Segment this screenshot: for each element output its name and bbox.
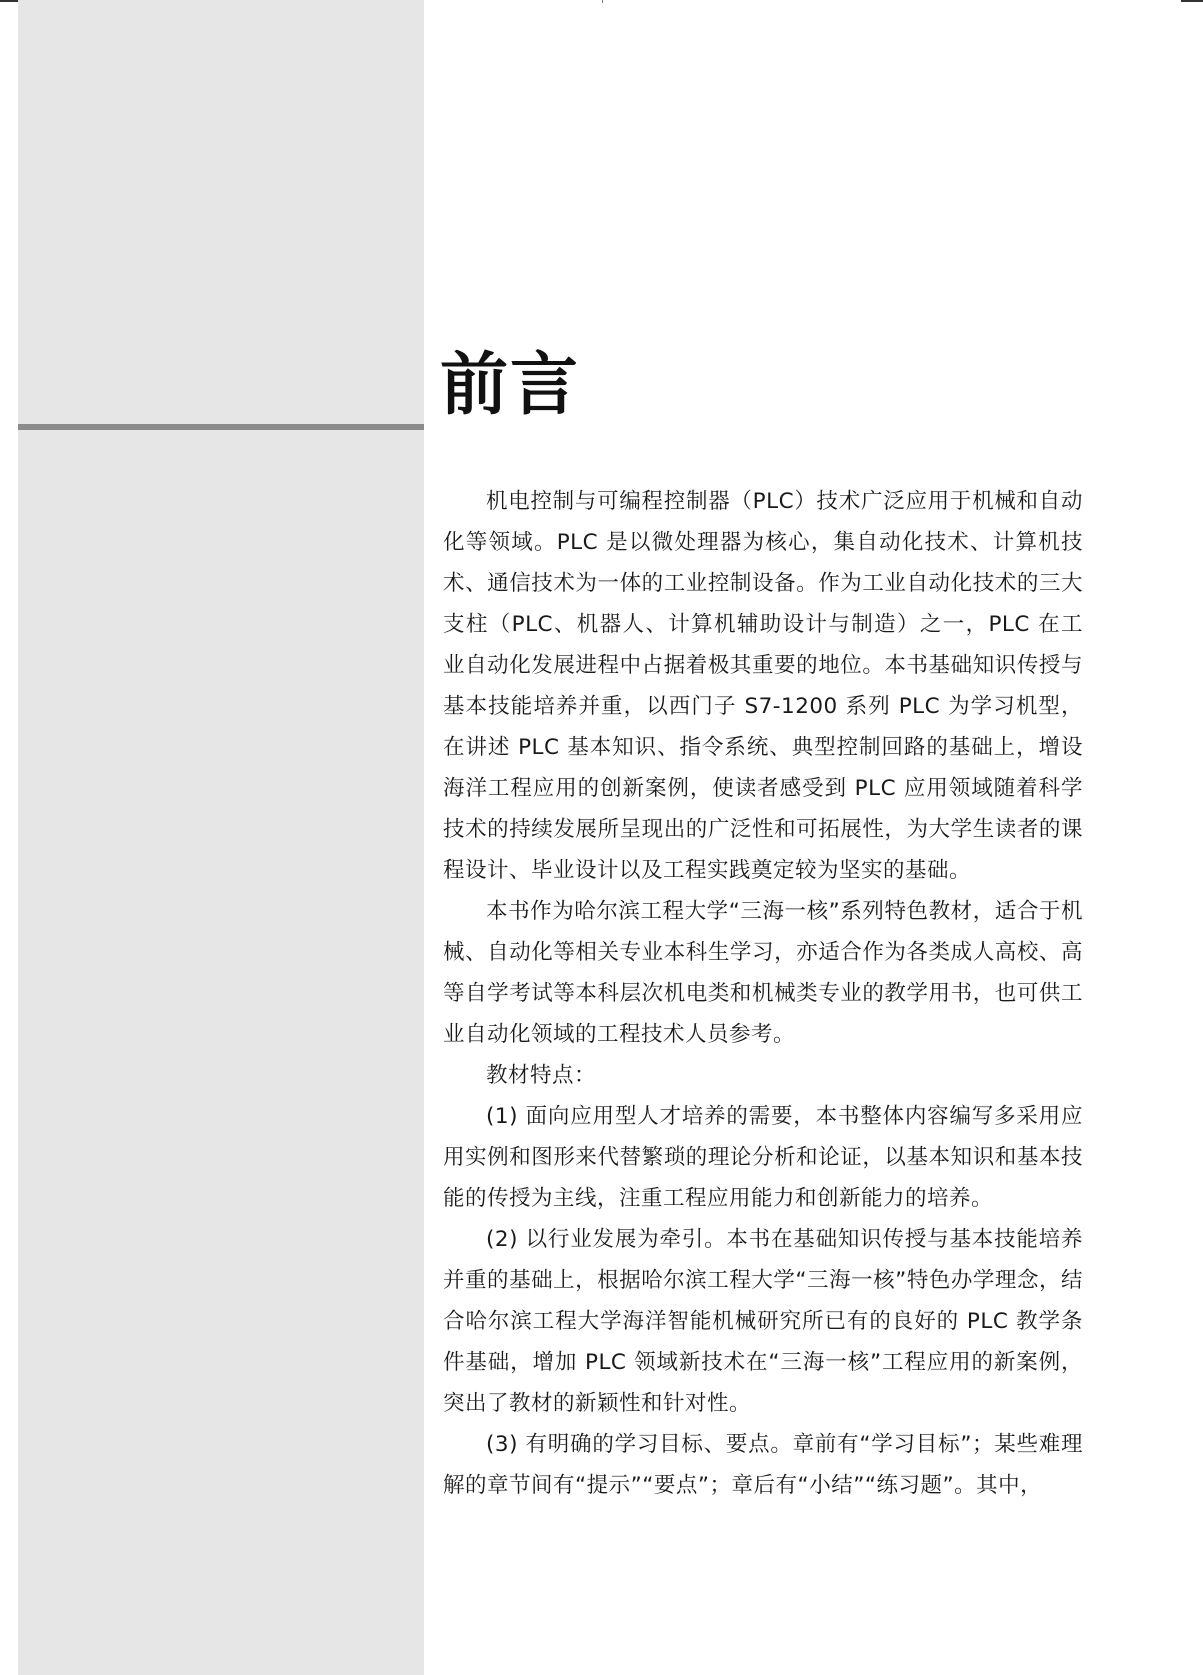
paragraph-feature-2: (2) 以行业发展为牵引。本书在基础知识传授与基本技能培养并重的基础上，根据哈尔滨工程大学“三海一核”特色办学理念，结合哈尔滨工程大学海洋智能机械研究所已有的良好的 PLC 教学条件基础，增加 PLC 领域新技术在“三海一核”工程应用的新案例，突出了教材的新颖性和针对性。	[443, 1227, 1083, 1416]
crop-mark-left	[0, 0, 18, 2]
crop-mark-center	[602, 0, 603, 3]
paragraph-feature-1: (1) 面向应用型人才培养的需要，本书整体内容编写多采用应用实例和图形来代替繁琐的理论分析和论证，以基本知识和基本技能的传授为主线，注重工程应用能力和创新能力的培养。	[443, 1104, 1083, 1211]
paragraph-usage: 本书作为哈尔滨工程大学“三海一核”系列特色教材，适合于机械、自动化等相关专业本科生学习，亦适合作为各类成人高校、高等自学考试等本科层次机电类和机械类专业的教学用书，也可供工业自动化领域的工程技术人员参考。	[443, 899, 1083, 1047]
paragraph-features-heading: 教材特点：	[486, 1063, 597, 1088]
body-text	[443, 481, 1083, 1506]
crop-mark-right	[1181, 0, 1203, 2]
side-panel	[18, 0, 424, 1675]
paragraph-intro: 机电控制与可编程控制器（PLC）技术广泛应用于机械和自动化等领域。PLC 是以微处理器为核心，集自动化技术、计算机技术、通信技术为一体的工业控制设备。作为工业自动化技术的三大支柱（PLC、机器人、计算机辅助设计与制造）之一，PLC 在工业自动化发展进程中占据着极其重要的地位。本书基础知识传授与基本技能培养并重，以西门子 S7-1200 系列 PLC 为学习机型，在讲述 PLC 基本知识、指令系统、典型控制回路的基础上，增设海洋工程应用的创新案例，使读者感受到 PLC 应用领域随着科学技术的持续发展所呈现出的广泛性和可拓展性，为大学生读者的课程设计、毕业设计以及工程实践奠定较为坚实的基础。	[443, 489, 1083, 883]
title-rule	[18, 424, 424, 430]
page-title: 前言	[440, 346, 581, 425]
paragraph-feature-3: (3) 有明确的学习目标、要点。章前有“学习目标”；某些难理解的章节间有“提示”“要点”；章后有“小结”“练习题”。其中，	[443, 1432, 1083, 1498]
